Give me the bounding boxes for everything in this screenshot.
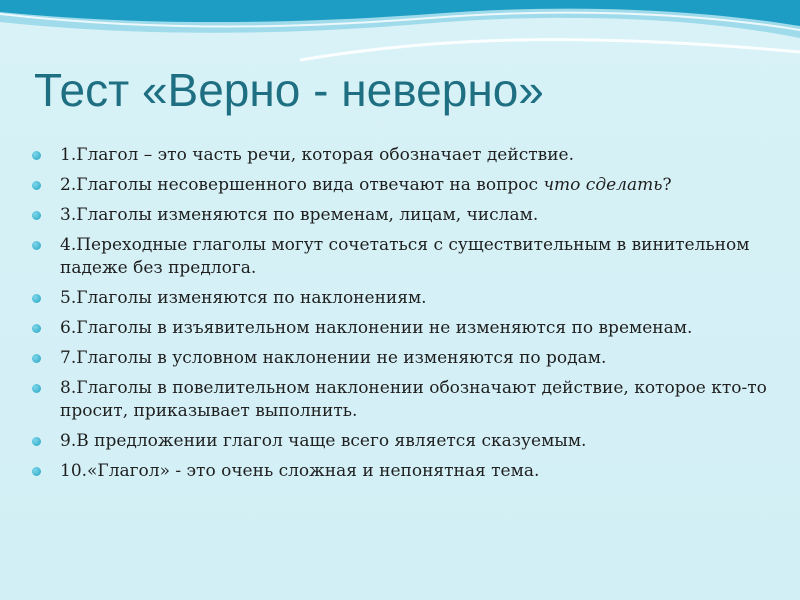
list-item-text: 6.Глаголы в изъявительном наклонении не изменяются по временам. — [60, 318, 693, 338]
bullet-icon — [32, 324, 41, 333]
list-item — [32, 317, 777, 340]
list-item-text: 8.Глаголы в повелительном наклонении обозначают действие, которое кто-то просит, приказывает выполнить. — [60, 378, 767, 421]
bullet-icon — [32, 181, 41, 190]
bullet-icon — [32, 437, 41, 446]
list-item — [32, 144, 777, 167]
list-item — [32, 287, 777, 310]
bullet-icon — [32, 241, 41, 250]
list-item-text: 2.Глаголы несовершенного вида отвечают на вопрос — [60, 175, 544, 195]
list-item-text: 3.Глаголы изменяются по временам, лицам, числам. — [60, 205, 539, 225]
list-item-text-end: ? — [662, 175, 672, 195]
list-item — [32, 430, 777, 453]
list-item-text: 10.«Глагол» - это очень сложная и непонятная тема. — [60, 461, 540, 481]
list-item-italic-text: что сделать — [543, 175, 663, 195]
list-item-text: 4.Переходные глаголы могут сочетаться с существительным в винительном падеже без предлога. — [60, 235, 750, 278]
bullet-icon — [32, 384, 41, 393]
list-item — [32, 347, 777, 370]
bullet-icon — [32, 467, 41, 476]
bullet-icon — [32, 211, 41, 220]
list-item — [32, 174, 777, 197]
list-item-text: 5.Глаголы изменяются по наклонениям. — [60, 288, 427, 308]
list-item — [32, 377, 777, 423]
list-item-text: 1.Глагол – это часть речи, которая обозначает действие. — [60, 145, 574, 165]
bullet-icon — [32, 354, 41, 363]
statement-list — [32, 144, 777, 490]
list-item — [32, 460, 777, 483]
bullet-icon — [32, 151, 41, 160]
list-item — [32, 234, 777, 280]
list-item-text: 7.Глаголы в условном наклонении не изменяются по родам. — [60, 348, 607, 368]
header-wave-decoration — [0, 0, 800, 70]
list-item-text: 9.В предложении глагол чаще всего является сказуемым. — [60, 431, 587, 451]
bullet-icon — [32, 294, 41, 303]
page-title: Тест «Верно - неверно» — [34, 64, 544, 116]
list-item — [32, 204, 777, 227]
